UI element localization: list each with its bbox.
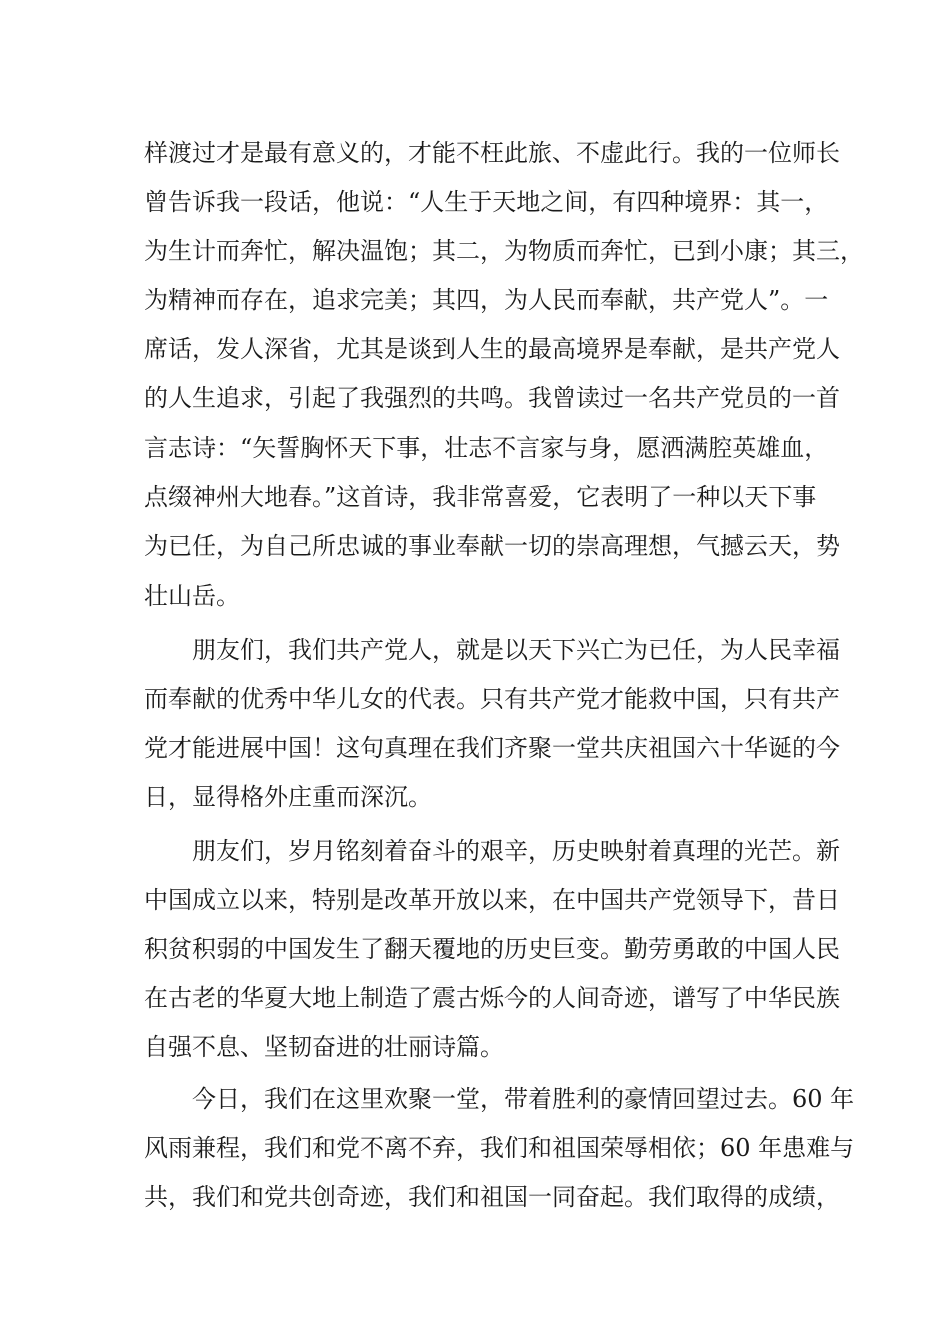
text-line: 党才能进展中国！这句真理在我们齐聚一堂共庆祖国六十华诞的今 <box>144 734 840 762</box>
paragraph-start-line: 今日，我们在这里欢聚一堂，带着胜利的豪情回望过去。60 年 <box>192 1085 855 1113</box>
text-line: 风雨兼程，我们和党不离不弃，我们和祖国荣辱相依；60 年患难与 <box>144 1134 855 1162</box>
text-line: 点缀神州大地春。”这首诗，我非常喜爱，它表明了一种以天下事 <box>144 483 817 511</box>
text-line: 中国成立以来，特别是改革开放以来，在中国共产党领导下，昔日 <box>144 886 840 914</box>
text-line: 而奉献的优秀中华儿女的代表。只有共产党才能救中国，只有共产 <box>144 685 840 713</box>
paragraph-start-line: 朋友们，我们共产党人，就是以天下兴亡为已任，为人民幸福 <box>192 636 840 664</box>
paragraph-start-line: 朋友们，岁月铭刻着奋斗的艰辛，历史映射着真理的光芒。新 <box>192 837 840 865</box>
text-line: 积贫积弱的中国发生了翻天覆地的历史巨变。勤劳勇敢的中国人民 <box>144 935 840 963</box>
text-line: 自强不息、坚韧奋进的壮丽诗篇。 <box>144 1033 504 1061</box>
text-line: 在古老的华夏大地上制造了震古烁今的人间奇迹，谱写了中华民族 <box>144 984 840 1012</box>
text-line: 席话，发人深省，尤其是谈到人生的最高境界是奉献，是共产党人 <box>144 335 840 363</box>
text-line: 曾告诉我一段话，他说：“人生于天地之间，有四种境界：其一， <box>144 188 829 216</box>
text-line: 共，我们和党共创奇迹，我们和祖国一同奋起。我们取得的成绩， <box>144 1183 840 1211</box>
text-line: 日，显得格外庄重而深沉。 <box>144 783 432 811</box>
text-line: 为生计而奔忙，解决温饱；其二，为物质而奔忙，已到小康；其三， <box>144 237 864 265</box>
text-line: 壮山岳。 <box>144 582 240 610</box>
text-line: 样渡过才是最有意义的，才能不枉此旅、不虚此行。我的一位师长 <box>144 139 840 167</box>
text-line: 言志诗：“矢誓胸怀天下事，壮志不言家与身，愿洒满腔英雄血， <box>144 434 829 462</box>
text-line: 的人生追求，引起了我强烈的共鸣。我曾读过一名共产党员的一首 <box>144 384 840 412</box>
text-line: 为精神而存在，追求完美；其四，为人民而奉献，共产党人”。一 <box>144 286 829 314</box>
text-line: 为已任，为自己所忠诚的事业奉献一切的崇高理想，气撼云天，势 <box>144 532 840 560</box>
